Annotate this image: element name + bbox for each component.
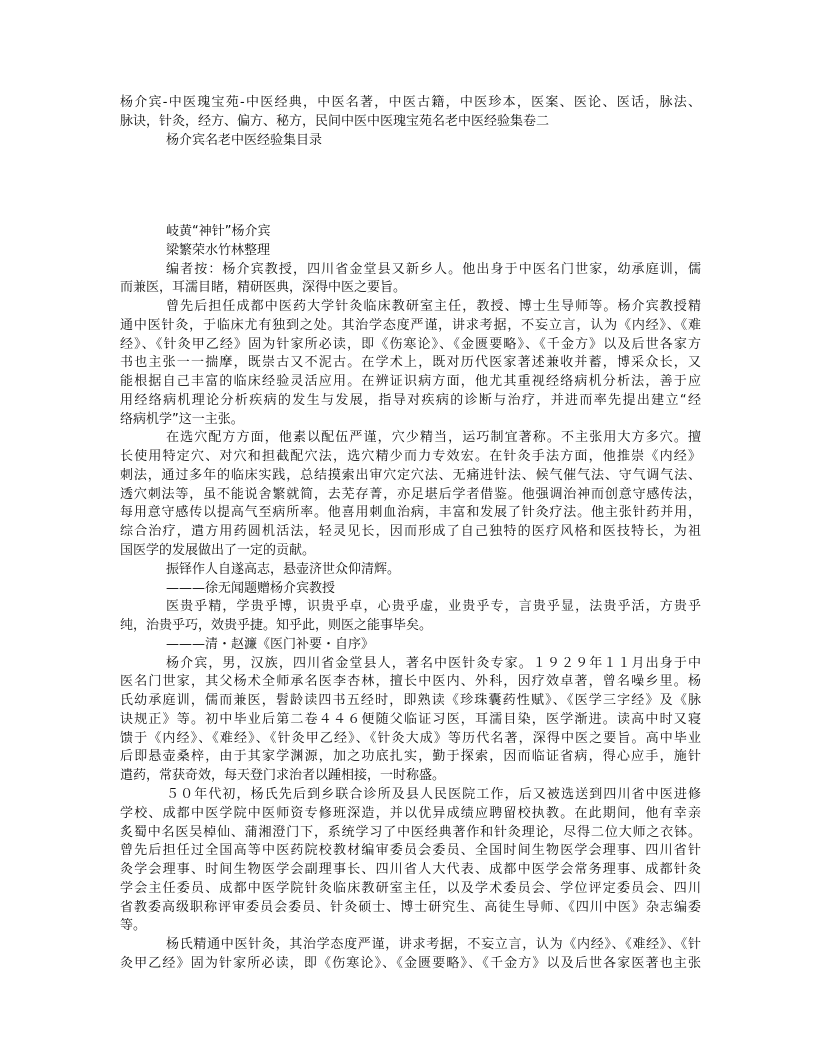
text-line: 综合治疗，遣方用药圆机活法，轻灵见长，因而形成了自己独特的医疗风格和医技特长，为祖 — [120, 524, 701, 540]
text-line: ———清・赵濂《医门补要・自序》 — [166, 636, 375, 652]
paragraph — [120, 261, 701, 299]
text-line: 医名门世家，其父杨术全师承名医李杏林，擅长中医内、外科，因疗效卓著，曾名噪乡里。杨 — [120, 674, 701, 690]
text-line: 曾先后担任成都中医药大学针灸临床教研室主任，教授、博士生导师等。杨介宾教授精 — [166, 299, 701, 315]
text-line: 振铎作人自遂高志，悬壶济世众仰清辉。 — [166, 561, 401, 577]
paragraph — [120, 242, 701, 261]
text-line: 灸学会理事、时间生物医学会副理事长、四川省人大代表、成都中医学会常务理事、成都针灸 — [120, 862, 701, 878]
text-line: 诀规正》等。初中毕业后第二卷４４６便随父临证习医，耳濡目染，医学渐进。读高中时又寝 — [120, 711, 701, 727]
text-line: 能根据自己丰富的临床经验灵活应用。在辨证识病方面，他尤其重视经络病机分析法，善于应 — [120, 374, 701, 390]
text-line: 曾先后担任过全国高等中医药院校教材编审委员会委员、全国时间生物医学会理事、四川省针 — [120, 843, 701, 859]
text-line: 纯，治贵乎巧，效贵乎捷。知乎此，则医之能事毕矣。 — [120, 618, 433, 634]
text-line: 梁繁荣水竹林整理 — [166, 242, 271, 258]
paragraph — [120, 561, 701, 580]
header-line: 杨介宾-中医瑰宝苑-中医经典，中医名著，中医古籍，中医珍本，医案、医论、医话，脉法、 — [120, 95, 701, 110]
text-line: ５０年代初，杨氏先后到乡联合诊所及县人民医院工作，后又被选送到四川省中医进修 — [166, 786, 701, 802]
text-line: 炙蜀中名医吴棹仙、蒲湘澄门下，系统学习了中医经典著作和针灸理论，尽得二位大师之衣钵。 — [120, 824, 701, 840]
text-line: 遣药，常获奇效，每天登门求治者以踵相接，一时称盛。 — [120, 768, 446, 784]
text-line: 学校、成都中医学院中医师资专修班深造，并以优异成绩应聘留校执教。在此期间，他有幸亲 — [120, 805, 701, 821]
paragraph — [120, 655, 701, 786]
document-subtitle: 杨介宾名老中医经验集目录 — [166, 133, 323, 148]
text-line: 而兼医，耳濡目睹，精研医典，深得中医之要旨。 — [120, 280, 407, 296]
paragraph — [120, 580, 701, 599]
text-line: 经》、《针灸甲乙经》固为针家所必读，即《伤寒论》、《金匮要略》、《千金方》以及后世各家方 — [120, 336, 701, 352]
text-line: 灸甲乙经》固为针家所必读，即《伤寒论》、《金匮要略》、《千金方》以及后世各家医著也主张 — [120, 955, 701, 971]
text-line: 书也主张一一揣摩，既崇古又不泥古。在学术上，既对历代医家著述兼收并蓄，博采众长，又 — [120, 355, 701, 371]
paragraph — [120, 223, 701, 242]
text-line: 透穴刺法等，虽不能说舍繁就简，去芜存菁，亦足堪后学者借鉴。他强调治神而创意守感传法， — [120, 486, 701, 502]
text-line: 学会主任委员、成都中医学院针灸临床教研室主任，以及学术委员会、学位评定委员会、四川 — [120, 880, 701, 896]
text-line: 杨氏精通中医针灸，其治学态度严谨，讲求考据，不妄立言，认为《内经》、《难经》、《针 — [166, 937, 701, 953]
paragraph — [120, 598, 701, 636]
text-line: 医贵乎精，学贵乎博，识贵乎卓，心贵乎虚，业贵乎专，言贵乎显，法贵乎活，方贵乎 — [166, 599, 701, 615]
text-line: 省教委高级职称评审委员会委员、针灸硕士、博士研究生、高徒生导师、《四川中医》杂志编委 — [120, 899, 701, 915]
text-line: 后即悬壶桑梓，由于其家学渊源，加之功底扎实，勤于探索，因而临证省病，得心应手，施针 — [120, 749, 701, 765]
paragraph — [120, 936, 701, 974]
text-line: ———徐无闻题赠杨介宾教授 — [166, 580, 336, 596]
text-line: 络病机学”这一主张。 — [120, 411, 244, 427]
text-line: 每用意守感传以提高气至病所率。他喜用刺血治病，丰富和发展了针灸疗法。他主张针药并用， — [120, 505, 701, 521]
text-line: 在选穴配方方面，他素以配伍严谨，穴少精当，运巧制宜著称。不主张用大方多穴。擅 — [166, 430, 701, 446]
text-line: 岐黄“神针”杨介宾 — [166, 224, 271, 239]
text-line: 编者按：杨介宾教授，四川省金堂县又新乡人。他出身于中医名门世家，幼承庭训，儒 — [166, 261, 701, 277]
text-line: 馈于《内经》、《难经》、《针灸甲乙经》、《针灸大成》等历代名著，深得中医之要旨。高中毕业 — [120, 730, 701, 746]
document-header — [120, 93, 701, 150]
text-line: 通中医针灸，于临床尤有独到之处。其治学态度严谨，讲求考据，不妄立言，认为《内经》、《难 — [120, 317, 701, 333]
paragraph — [120, 786, 701, 936]
paragraph — [120, 298, 701, 429]
text-line: 用经络病机理论分析疾病的发生与发展，指导对疾病的诊断与治疗，并进而率先提出建立“经 — [120, 392, 701, 408]
text-line: 杨介宾，男，汉族，四川省金堂县人，著名中医针灸专家。１９２９年１１月出身于中 — [166, 655, 701, 671]
text-line: 氏幼承庭训，儒而兼医，髫龄读四书五经时，即熟读《珍珠囊药性赋》、《医学三字经》及《脉 — [120, 693, 701, 709]
text-line: 国医学的发展做出了一定的贡献。 — [120, 543, 316, 559]
document-body — [120, 223, 701, 974]
text-line: 等。 — [120, 918, 147, 934]
paragraph — [120, 636, 701, 655]
text-line: 刺法，通过多年的临床实践，总结摸索出审穴定穴法、无痛进针法、候气催气法、守气调气法、 — [120, 467, 701, 483]
text-line: 长使用特定穴、对穴和担截配穴法，选穴精少而力专效宏。在针灸手法方面，他推崇《内经》 — [120, 449, 701, 465]
header-line: 脉诀，针灸，经方、偏方、秘方，民间中医中医瑰宝苑名老中医经验集卷二 — [120, 114, 550, 129]
paragraph — [120, 429, 701, 560]
